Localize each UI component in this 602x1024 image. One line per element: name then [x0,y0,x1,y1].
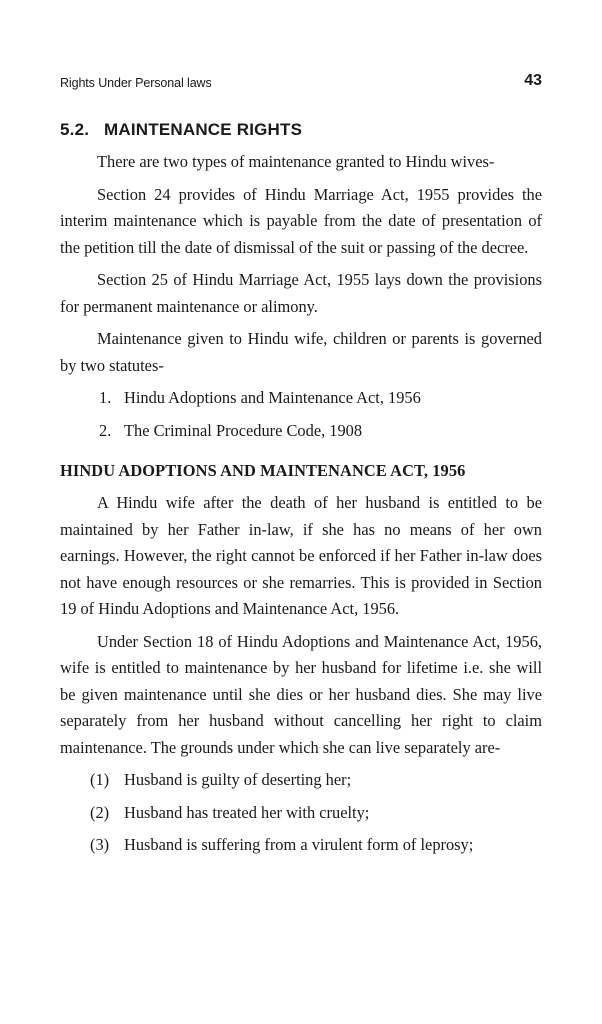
statutes-list [60,385,542,444]
section-title: MAINTENANCE RIGHTS [104,120,303,139]
grounds-list [60,767,542,859]
paragraph-statutes-intro: Maintenance given to Hindu wife, children or parents is governed by two statutes- [60,329,542,375]
paragraph-types-intro: There are two types of maintenance granted to Hindu wives- [97,152,495,171]
list-item [60,385,542,412]
list-item-text: Hindu Adoptions and Maintenance Act, 1956 [124,388,421,407]
paragraph-section-24: Section 24 provides of Hindu Marriage Act, 1955 provides the interim maintenance which is payable from the date of presentation of the petition till the date of dismissal of the suit or passing of the decree. [60,184,542,257]
list-marker: 1. [99,388,112,407]
page-number: 43 [524,72,542,89]
paragraph-section-25: Section 25 of Hindu Marriage Act, 1955 lays down the provisions for permanent maintenance or alimony. [60,270,542,316]
book-page [60,0,542,1024]
list-item [60,767,542,794]
subheading-hama: HINDU ADOPTIONS AND MAINTENANCE ACT, 1956 [60,461,466,480]
list-marker: 2. [99,420,112,440]
paragraph-section-18: Under Section 18 of Hindu Adoptions and Maintenance Act, 1956, wife is entitled to maintenance by her husband for lifetime i.e. she will be given maintenance until she dies or her husband dies. She may live separately from her husband without cancelling her right to claim maintenance. The grounds under which she can live separately are- [60,631,542,757]
list-item [60,800,542,827]
list-marker: (3) [90,835,110,854]
section-number: 5.2. [60,120,90,139]
list-item-text: Husband has treated her with cruelty; [124,802,370,822]
list-item-text: Husband is guilty of deserting her; [124,770,352,789]
list-item [60,832,542,859]
section-heading [60,118,542,142]
running-title: Rights Under Personal laws [60,76,212,90]
list-item [60,418,542,445]
body-text [60,118,542,865]
list-item-text: Husband is suffering from a virulent form of leprosy; [124,835,474,854]
list-marker: (2) [90,802,110,822]
paragraph-section-19: A Hindu wife after the death of her husband is entitled to be maintained by her Father in-law, if she has no means of her own earnings. However, the right cannot be enforced if her Father in-law does not have enough resources or she remarries. This is provided in Section 19 of Hindu Adoptions and Maintenance Act, 1956. [60,493,542,618]
list-marker: (1) [90,770,110,789]
list-item-text: The Criminal Procedure Code, 1908 [124,420,363,440]
running-header [60,72,542,94]
